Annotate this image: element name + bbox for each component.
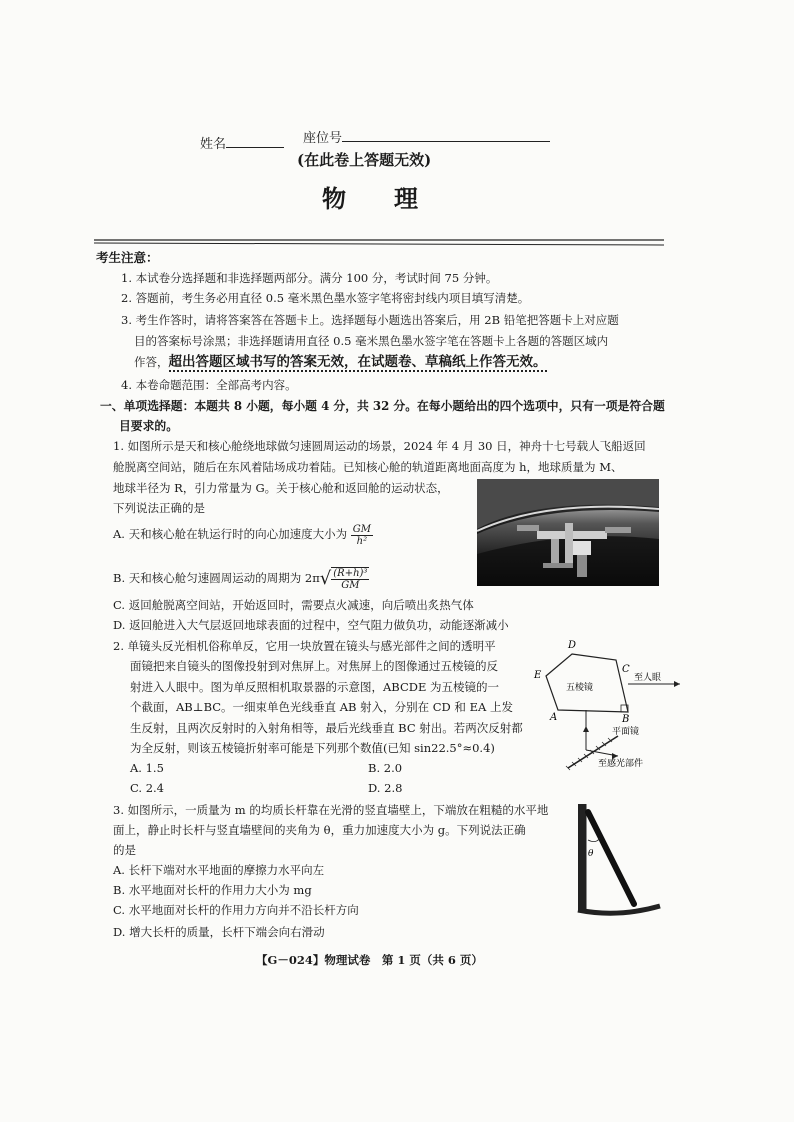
vertex-c-label: C bbox=[622, 664, 630, 675]
section-heading: 目要求的。 bbox=[119, 419, 178, 433]
rod bbox=[588, 812, 634, 904]
vertex-a-label: A bbox=[550, 712, 558, 723]
notice-item: 目的答案标号涂黑；非选择题请用直径 0.5 毫米黑色墨水签字笔在答题卡上各题的答题区域内 bbox=[134, 334, 609, 348]
q2-stem: 个截面，AB⊥BC。一细束单色光线垂直 AB 射入，分别在 CD 和 EA 上发 bbox=[130, 700, 513, 714]
section-heading: 一、单项选择题：本题共 8 小题，每小题 4 分，共 32 分。在每小题给出的四个选项中，只有一项是符合题 bbox=[100, 399, 665, 413]
q2-option-c: C. 2.4 bbox=[130, 781, 164, 795]
notice-item: 2. 答题前，考生务必用直径 0.5 毫米黑色墨水签字笔将密封线内项目填写清楚。 bbox=[121, 291, 530, 305]
q2-stem: 为全反射，则该五棱镜折射率可能是下列那个数值(已知 sin22.5°≈0.4) bbox=[130, 741, 495, 755]
q2-option-b: B. 2.0 bbox=[368, 761, 403, 775]
vertex-d-label: D bbox=[568, 640, 577, 651]
notice-item: 4. 本卷命题范围：全部高考内容。 bbox=[121, 378, 297, 392]
q2-stem: 生反射，且两次反射时的入射角相等，最后光线垂直 BC 射出。若两次反射都 bbox=[130, 721, 523, 735]
q2-stem: 2. 单镜头反光相机俗称单反，它用一块放置在镜头与感光部件之间的透明平 bbox=[113, 639, 496, 653]
rod-wall-diagram bbox=[572, 800, 664, 918]
pentaprism-diagram bbox=[528, 632, 688, 774]
angle-theta-label: θ bbox=[588, 849, 594, 859]
notice-item: 1. 本试卷分选择题和非选择题两部分。满分 100 分，考试时间 75 分钟。 bbox=[121, 271, 498, 285]
invalid-note: (在此卷上答题无效) bbox=[297, 151, 432, 169]
to-eye-label: 至人眼 bbox=[634, 673, 662, 683]
q1-option-b: B. 天和核心舱匀速圆周运动的周期为 2π√ $\frac{\text{(R+h)³}}{GM}$ bbox=[113, 568, 368, 591]
q2-option-d: D. 2.8 bbox=[368, 781, 403, 795]
q1-option-d: D. 返回舱进入大气层返回地球表面的过程中，空气阻力做负功，动能逐渐减小 bbox=[113, 618, 509, 632]
seat-label: 座位号 bbox=[303, 131, 550, 147]
header-divider bbox=[94, 236, 664, 250]
q3-stem: 面上，静止时长杆与竖直墙壁间的夹角为 θ，重力加速度大小为 g。下列说法正确 bbox=[113, 823, 526, 837]
name-label: 姓名 bbox=[200, 137, 284, 153]
q1-stem: 舱脱离空间站，随后在东风着陆场成功着陆。已知核心舱的轨道距离地面高度为 h，地球质量为 M、 bbox=[113, 460, 623, 474]
q1-stem: 地球半径为 R，引力常量为 G。关于核心舱和返回舱的运动状态， bbox=[113, 481, 449, 495]
q1-stem: 1. 如图所示是天和核心舱绕地球做匀速圆周运动的场景，2024 年 4 月 30 日，神舟十七号载人飞船返回 bbox=[113, 439, 646, 453]
space-station-photo bbox=[477, 479, 659, 586]
notice-item-emphasis: 作答，超出答题区域书写的答案无效，在试题卷、草稿纸上作答无效。 bbox=[134, 354, 547, 370]
page-title: 物 理 bbox=[322, 184, 418, 213]
q1-option-c: C. 返回舱脱离空间站，开始返回时，需要点火减速，向后喷出炙热气体 bbox=[113, 598, 474, 612]
q2-stem: 面镜把来自镜头的图像投射到对焦屏上。对焦屏上的图像通过五棱镜的反 bbox=[130, 659, 498, 673]
q2-stem: 射进入人眼中。图为单反照相机取景器的示意图，ABCDE 为五棱镜的一 bbox=[130, 680, 500, 694]
q3-option-a: A. 长杆下端对水平地面的摩擦力水平向左 bbox=[113, 863, 325, 877]
q2-option-a: A. 1.5 bbox=[130, 761, 164, 775]
q1-option-a: A. 天和核心舱在轨运行时的向心加速度大小为 $\frac{GM}{\text{h²}}$ bbox=[113, 523, 372, 547]
mirror-label: 平面镜 bbox=[612, 727, 640, 737]
page-footer: 【G－024】物理试卷 第 1 页（共 6 页） bbox=[256, 953, 483, 967]
q1-stem: 下列说法正确的是 bbox=[113, 501, 205, 515]
vertex-e-label: E bbox=[534, 670, 542, 681]
notice-title: 考生注意： bbox=[96, 250, 159, 265]
prism-label: 五棱镜 bbox=[566, 683, 594, 693]
q3-stem: 的是 bbox=[113, 843, 136, 857]
q3-stem: 3. 如图所示，一质量为 m 的均质长杆靠在光滑的竖直墙壁上，下端放在粗糙的水平地 bbox=[113, 803, 549, 817]
q3-option-d: D. 增大长杆的质量，长杆下端会向右滑动 bbox=[113, 925, 325, 939]
q3-option-b: B. 水平地面对长杆的作用力大小为 mg bbox=[113, 883, 312, 897]
notice-item: 3. 考生作答时，请将答案答在答题卡上。选择题每小题选出答案后，用 2B 铅笔把答题卡上对应题 bbox=[121, 313, 619, 327]
vertex-b-label: B bbox=[622, 714, 630, 725]
q3-option-c: C. 水平地面对长杆的作用力方向并不沿长杆方向 bbox=[113, 903, 359, 917]
to-sensor-label: 至感光部件 bbox=[598, 759, 644, 769]
